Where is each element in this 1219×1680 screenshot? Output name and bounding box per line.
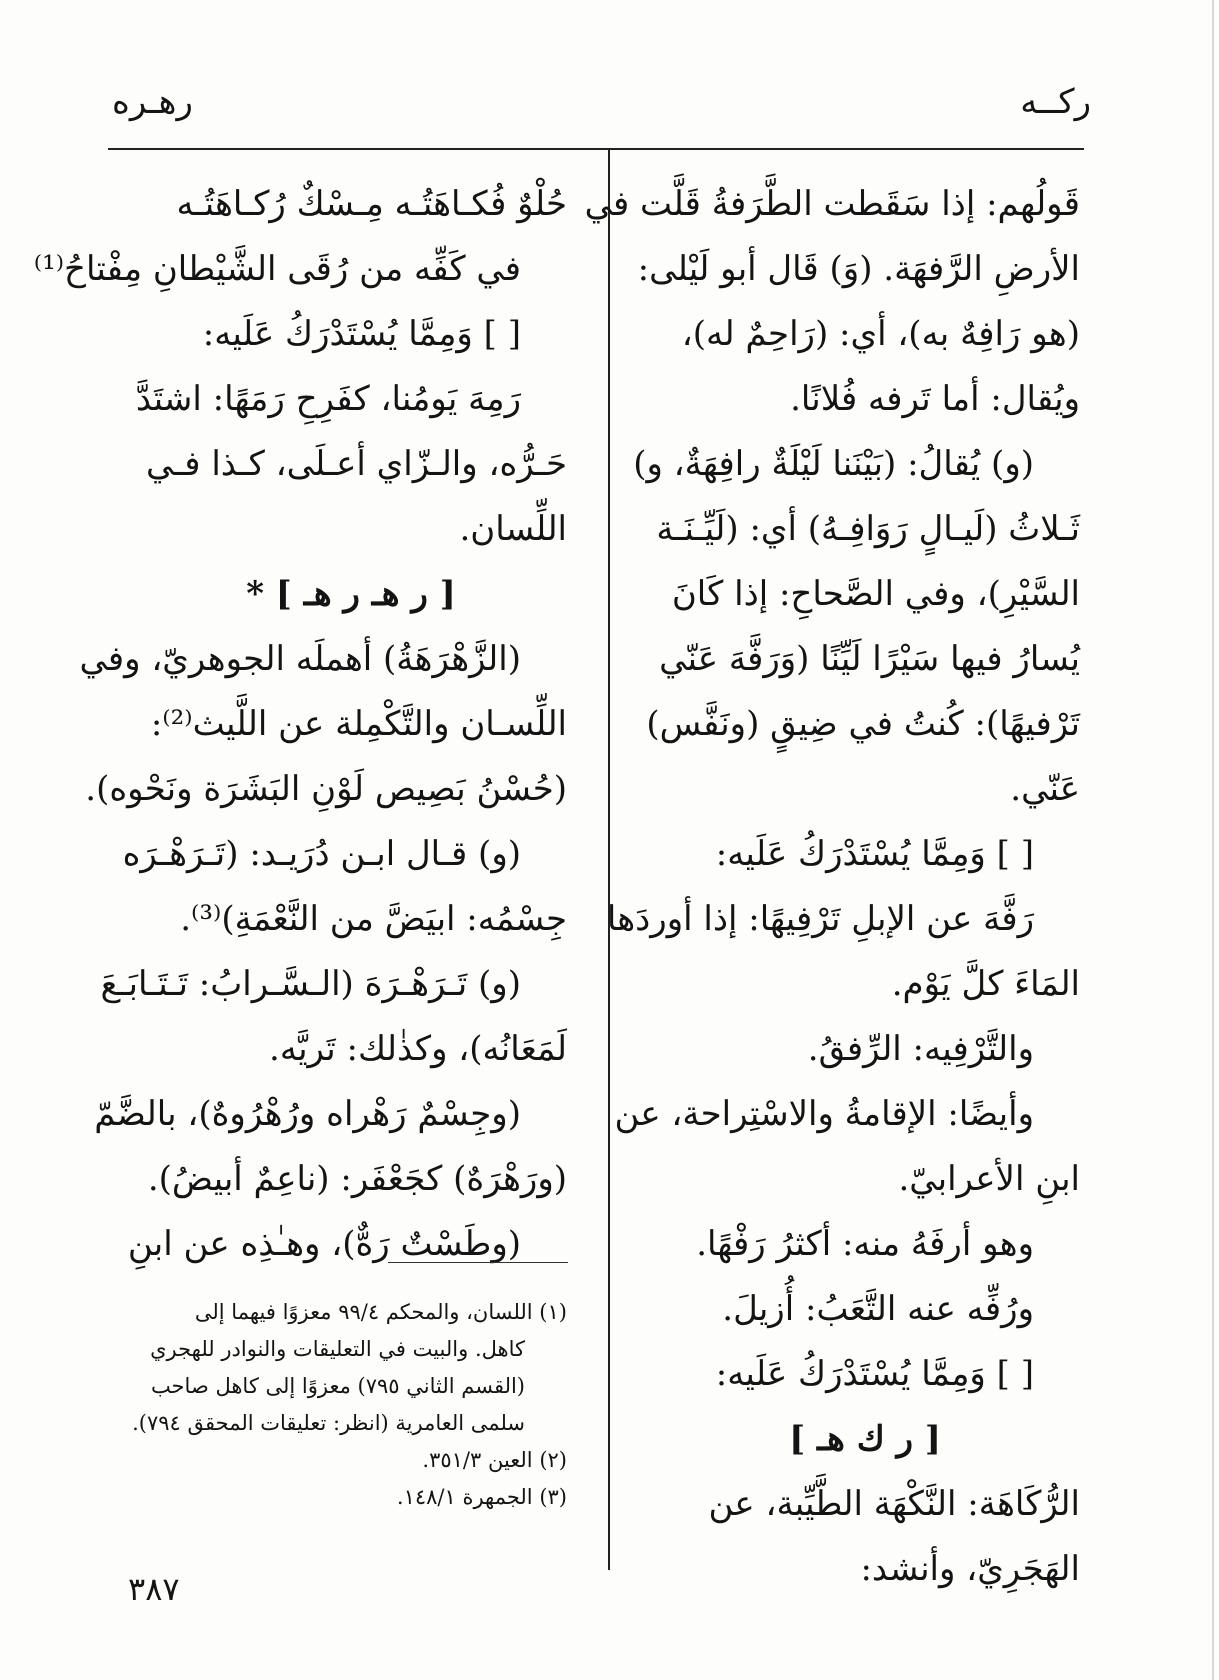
- text-line: [ ] وَمِمَّا يُسْتَدْرَكُ عَلَيه:: [202, 314, 521, 354]
- text-line: (حُسْنُ بَصِيص لَوْنِ البَشَرَة ونَحْوه).: [85, 769, 567, 809]
- text-line: يُسارُ فيها سَيْرًا لَيِّنًا (وَرَفَّهَ عَنّي: [659, 639, 1080, 679]
- text-line: عَنّي.: [1010, 769, 1080, 809]
- footnote-line: سلمى العامرية (انظر: تعليقات المحقق ٧٩٤).: [132, 1411, 525, 1435]
- text-line: رَمِهَ يَومُنا، كفَرِحِ رَمَهًا: اشتَدَّ: [135, 379, 521, 419]
- text-line: [ ] وَمِمَّا يُسْتَدْرَكُ عَلَيه:: [715, 1354, 1034, 1394]
- text-line: (هو رَافِهٌ به)، أي: (رَاحِمٌ له)،: [681, 314, 1080, 354]
- text-line: والتَّرْفِيه: الرِّفقُ.: [807, 1029, 1034, 1069]
- page-edge: [1212, 0, 1214, 1680]
- text-line: المَاءَ كلَّ يَوْم.: [891, 964, 1080, 1004]
- running-head-left: رهـره: [112, 82, 193, 122]
- header-rule: [108, 148, 1084, 150]
- text-line: ابنِ الأعرابيّ.: [898, 1159, 1080, 1199]
- footnote-line: (٣) الجمهرة ١٤٨/١.: [396, 1485, 567, 1509]
- text-line: لَمَعَانُه)، وكذٰلك: تَريَّه.: [269, 1029, 567, 1069]
- text-line: اللِّسـان والتَّكْمِلة عن اللَّيث⁽²⁾:: [150, 704, 567, 744]
- page-number: ٣٨٧: [128, 1570, 180, 1608]
- text-line: الرُّكَاهَة: النَّكْهَة الطَّيِّبة، عن: [708, 1484, 1080, 1524]
- footnote-line: (القسم الثاني ٧٩٥) معزوًا إلى كاهل صاحب: [150, 1374, 525, 1398]
- text-line: (الزَّهْرَهَةُ) أهملَه الجوهريّ، وفي: [79, 639, 521, 679]
- footnote-line: (١) اللسان، والمحكم ٩٩/٤ معزوًا فيهما إلى: [194, 1300, 567, 1324]
- text-line: (و) تَـرَهْـرَهَ (الـسَّـرابُ: تَـتَـابَـعَ: [100, 964, 521, 1004]
- text-line: ويُقال: أما تَرفه فُلانًا.: [790, 379, 1080, 419]
- text-line: الأرضِ الرَّفهَة. (وَ) قَال أبو لَيْلى:: [637, 249, 1080, 289]
- text-line: (وجِسْمٌ رَهْراه ورُهْرُوهٌ)، بالضَّمّ: [94, 1094, 521, 1134]
- right-column: [584, 172, 1080, 1602]
- footnotes: [132, 1294, 567, 1516]
- text-line: ثَـلاثُ (لَيـالٍ رَوَافِـهُ) أي: (لَيِّـنَـة: [656, 509, 1080, 549]
- footnote-rule: [388, 1262, 568, 1263]
- text-line: [ ] وَمِمَّا يُسْتَدْرَكُ عَلَيه:: [715, 834, 1034, 874]
- running-head-right: ركــه: [1020, 82, 1091, 122]
- footnote-line: (٢) العين ٣٥١/٣.: [422, 1448, 567, 1472]
- entry-heading: [ ر هـ ر هـ ] *: [246, 574, 456, 614]
- text-line: السَّيْرِ)، وفي الصَّحاحِ: إذا كَانَ: [671, 574, 1080, 614]
- text-line: (ورَهْرَهٌ) كجَعْفَر: (ناعِمٌ أبيضُ).: [147, 1159, 567, 1199]
- text-line: اللِّسان.: [459, 509, 567, 549]
- text-line: رَفَّهَ عن الإبلِ تَرْفِيهًا: إذا أوردَها: [606, 899, 1034, 939]
- footnote-line: كاهل. والبيت في التعليقات والنوادر للهجري: [150, 1337, 525, 1361]
- text-line: قَولُهم: إذا سَقَطت الطَّرَفةُ قَلَّت في: [584, 184, 1080, 224]
- text-line: (و) قـال ابـن دُرَيـد: (تَـرَهْـرَه: [122, 834, 521, 874]
- text-line: حُلْوٌ فُكـاهَتُـه مِـسْكٌ رُكـاهَتُـه: [176, 184, 567, 224]
- text-line: (وطَسْتٌ رَهٌّ)، وهـٰذِه عن ابنِ: [127, 1224, 521, 1264]
- text-line: في كَفِّه من رُقَى الشَّيْطانِ مِفْتاحُ⁽¹⁾: [33, 249, 521, 289]
- column-separator: [608, 150, 610, 1570]
- text-line: تَرْفيهًا): كُنتُ في ضِيقٍ (ونَفَّس): [646, 704, 1080, 744]
- text-line: ورُفِّه عنه التَّعَبُ: أُزيلَ.: [722, 1289, 1034, 1329]
- text-line: الهَجَرِيّ، وأنشد:: [860, 1549, 1080, 1589]
- text-line: (و) يُقالُ: (بَيْنَنا لَيْلَةٌ رافِهَةٌ، و): [633, 444, 1034, 484]
- entry-heading: [ ر ك هـ ]: [789, 1419, 941, 1459]
- text-line: حَـرُّه، والـزّاي أعـلَى، كـذا فـي: [145, 444, 567, 484]
- left-column: [33, 172, 567, 1277]
- text-line: وأيضًا: الإقامةُ والاسْتِراحة، عن: [614, 1094, 1034, 1134]
- text-line: وهو أرفَهُ منه: أكثرُ رَفْهًا.: [696, 1224, 1034, 1264]
- text-line: جِسْمُه: ابيَضَّ من النَّعْمَةِ)⁽³⁾.: [180, 899, 567, 939]
